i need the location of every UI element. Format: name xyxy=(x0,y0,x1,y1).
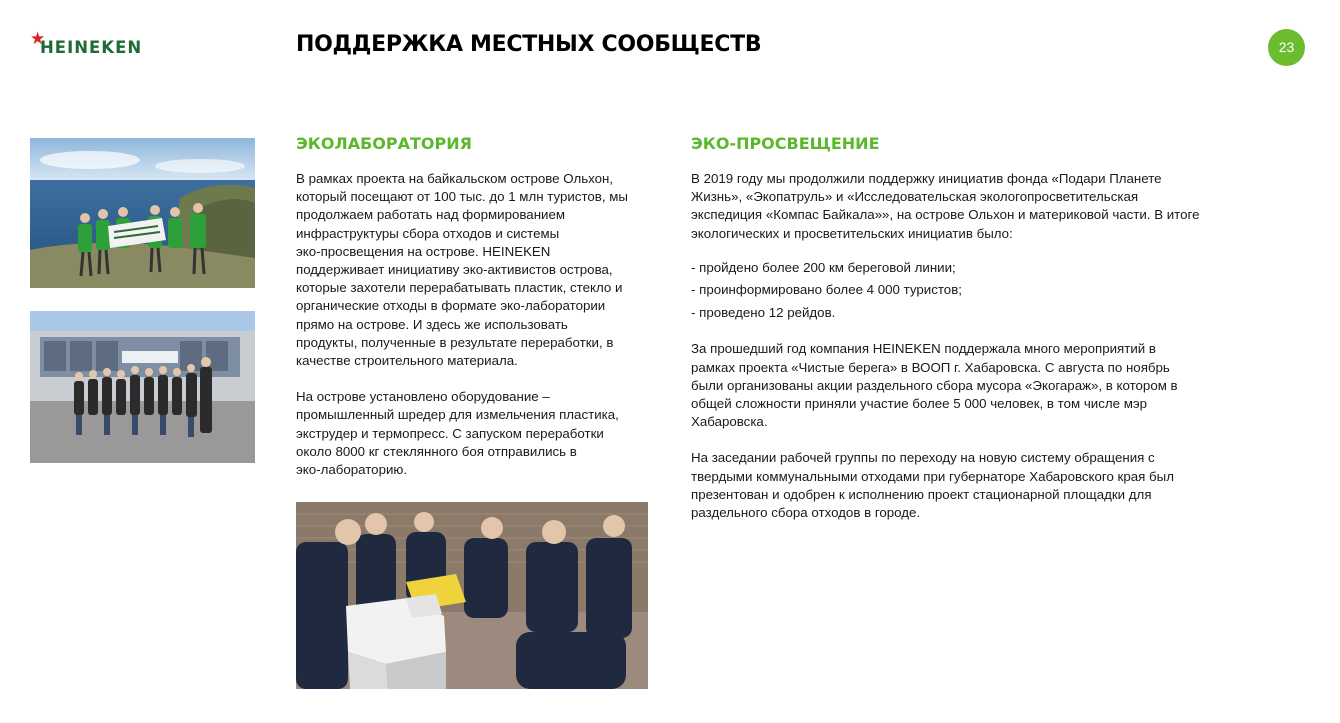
ecolab-paragraph-2 xyxy=(296,388,656,479)
text-line: прямо на острове. И здесь же использовать xyxy=(296,316,568,332)
text-line: качестве строительного материала. xyxy=(296,353,518,369)
text-line: органические отходы в формате эко-лаборатории xyxy=(296,298,606,314)
eco-education-paragraph-3 xyxy=(691,449,1311,522)
section-heading-ecolab: ЭКОЛАБОРАТОРИЯ xyxy=(296,134,472,153)
red-star-icon: ★ xyxy=(30,29,46,48)
text-line: эко-лабораторию. xyxy=(296,462,408,478)
text-line: около 8000 кг стеклянного боя отправились в xyxy=(296,443,577,459)
text-line: презентован и одобрен к исполнению проект стационарной площадки для xyxy=(691,486,1152,502)
text-line: который посещают от 100 тыс. до 1 млн туристов, мы xyxy=(296,189,628,205)
photo-city-group xyxy=(30,311,255,463)
text-line: В рамках проекта на байкальском острове Ольхон, xyxy=(296,171,614,186)
heineken-logo xyxy=(30,29,150,60)
text-line: эко-просвещения на острове. HEINEKEN xyxy=(296,243,551,259)
text-line: За прошедший год компания HEINEKEN поддержала много мероприятий в xyxy=(691,341,1156,357)
section-heading-eco-education: ЭКО-ПРОСВЕЩЕНИЕ xyxy=(691,134,880,153)
text-line: раздельного сбора отходов в городе. xyxy=(691,504,921,520)
eco-education-text xyxy=(691,170,1311,522)
photo-baikal-group xyxy=(30,138,255,288)
bullet-item: - проведено 12 рейдов. xyxy=(691,304,836,320)
text-line: Хабаровска. xyxy=(691,414,768,430)
ecolab-paragraph-1 xyxy=(296,170,656,370)
photo-eco-laboratory-equipment xyxy=(296,502,648,689)
eco-education-bullets xyxy=(691,257,1311,325)
eco-education-intro xyxy=(691,170,1311,243)
text-line: поддерживает инициативу эко-активистов острова, xyxy=(296,262,613,278)
text-line: промышленный шредер для измельчения пластика, xyxy=(296,407,619,423)
text-line: продолжаем работать над формированием xyxy=(296,207,566,223)
page-title: ПОДДЕРЖКА МЕСТНЫХ СООБЩЕСТВ xyxy=(296,32,762,57)
text-line: твердыми коммунальными отходами при губернаторе Хабаровского края был xyxy=(691,468,1174,484)
text-line: экспедиция «Компас Байкала»», на острове Ольхон и материковой части. В итоге xyxy=(691,207,1200,223)
text-line: инфраструктуры сбора отходов и системы xyxy=(296,225,560,241)
text-line: которые захотели перерабатывать пластик, стекло и xyxy=(296,280,623,296)
text-line: общей сложности приняли участие более 5 000 человек, в том числе мэр xyxy=(691,395,1148,411)
bullet-item: - пройдено более 200 км береговой линии; xyxy=(691,259,956,275)
logo-text: HEINEKEN xyxy=(40,38,143,57)
text-line: На заседании рабочей группы по переходу на новую систему обращения с xyxy=(691,450,1155,466)
text-line: продукты, полученные в результате переработки, в xyxy=(296,334,614,350)
page-number-badge: 23 xyxy=(1268,29,1305,66)
eco-education-paragraph-2 xyxy=(691,340,1311,431)
text-line: экструдер и термопресс. С запуском переработки xyxy=(296,425,604,441)
text-line: На острове установлено оборудование – xyxy=(296,389,550,405)
text-line: Жизнь», «Экопатруль» и «Исследовательская экологопросветительская xyxy=(691,189,1139,205)
ecolab-text xyxy=(296,170,656,479)
text-line: рамках проекта «Чистые берега» в ВООП г. Хабаровска. С августа по ноябрь xyxy=(691,359,1170,375)
text-line: были организованы акции раздельного сбора мусора «Экогараж», в котором в xyxy=(691,377,1178,393)
text-line: В 2019 году мы продолжили поддержку инициатив фонда «Подари Планете xyxy=(691,171,1162,186)
bullet-item: - проинформировано более 4 000 туристов; xyxy=(691,282,962,298)
text-line: экологических и просветительских инициатив было: xyxy=(691,225,1013,241)
